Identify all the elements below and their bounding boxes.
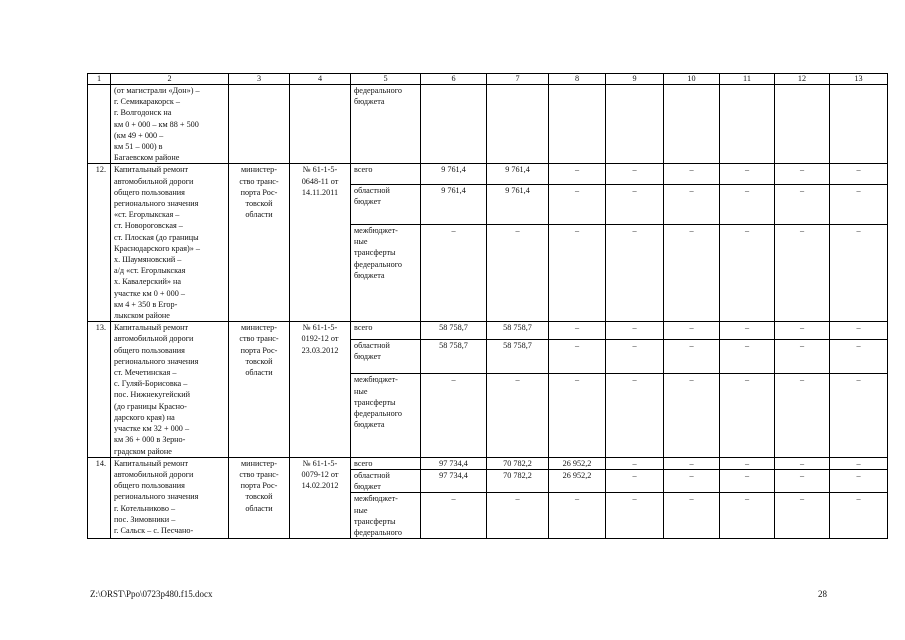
document-ref: № 61-1-5- 0648-11 от 14.11.2011 (290, 164, 351, 322)
value-13: – (830, 469, 888, 492)
cont-cell-9 (606, 85, 664, 164)
cont-cell-8 (549, 85, 606, 164)
value-9: – (606, 340, 664, 374)
col-num-4: 4 (290, 74, 351, 85)
value-13: – (830, 322, 888, 340)
customer: министер- ство транс- порта Рос- товской области (229, 457, 290, 538)
value-7: 58 758,7 (487, 340, 549, 374)
value-12: – (775, 469, 830, 492)
col-num-6: 6 (421, 74, 487, 85)
value-6: 97 734,4 (421, 469, 487, 492)
value-9: – (606, 374, 664, 457)
customer: министер- ство транс- порта Рос- товской области (229, 322, 290, 457)
value-7: 9 761,4 (487, 164, 549, 185)
value-11: – (720, 374, 775, 457)
cont-cell-12 (775, 85, 830, 164)
col-num-8: 8 (549, 74, 606, 85)
budget-table (87, 73, 888, 539)
value-9: – (606, 164, 664, 185)
value-12: – (775, 457, 830, 469)
value-11: – (720, 225, 775, 322)
customer: министер- ство транс- порта Рос- товской области (229, 164, 290, 322)
value-10: – (664, 469, 720, 492)
value-8: 26 952,2 (549, 469, 606, 492)
value-8: – (549, 493, 606, 539)
value-7: 58 758,7 (487, 322, 549, 340)
value-7: – (487, 374, 549, 457)
col-num-1: 1 (88, 74, 111, 85)
funding-source: всего (351, 322, 421, 340)
value-8: – (549, 185, 606, 225)
cont-object-cell: (от магистрали «Дон») – г. Семикаракорск – г. Волгодонск на км 0 + 000 – км 88 + 500 (км 49 + 000 – км 51 – 000) в Багаевском районе (111, 85, 229, 164)
document-ref: № 61-1-5- 0079-12 от 14.02.2012 (290, 457, 351, 538)
value-12: – (775, 493, 830, 539)
value-6: – (421, 225, 487, 322)
value-10: – (664, 374, 720, 457)
table-row (88, 457, 888, 469)
value-11: – (720, 322, 775, 340)
cont-num-cell (88, 85, 111, 164)
document-ref: № 61-1-5- 0192-12 от 23.03.2012 (290, 322, 351, 457)
value-10: – (664, 185, 720, 225)
cont-customer-cell (229, 85, 290, 164)
file-path: Z:\ORST\Ppo\0723p480.f15.docx (90, 589, 213, 599)
value-7: 70 782,2 (487, 469, 549, 492)
funding-source: областной бюджет (351, 469, 421, 492)
value-9: – (606, 225, 664, 322)
value-13: – (830, 185, 888, 225)
col-num-2: 2 (111, 74, 229, 85)
value-9: – (606, 493, 664, 539)
value-6: – (421, 493, 487, 539)
continuation-row (88, 85, 888, 164)
value-6: 9 761,4 (421, 164, 487, 185)
value-13: – (830, 340, 888, 374)
value-6: – (421, 374, 487, 457)
value-8: – (549, 374, 606, 457)
value-13: – (830, 374, 888, 457)
value-10: – (664, 457, 720, 469)
table-row (88, 322, 888, 340)
page-number: 28 (818, 589, 827, 599)
row-number: 14. (88, 457, 111, 538)
value-7: 70 782,2 (487, 457, 549, 469)
value-11: – (720, 185, 775, 225)
value-10: – (664, 340, 720, 374)
value-7: 9 761,4 (487, 185, 549, 225)
value-6: 9 761,4 (421, 185, 487, 225)
funding-source: всего (351, 457, 421, 469)
value-13: – (830, 164, 888, 185)
value-6: 58 758,7 (421, 322, 487, 340)
value-8: – (549, 322, 606, 340)
value-7: – (487, 225, 549, 322)
value-10: – (664, 322, 720, 340)
value-8: – (549, 225, 606, 322)
value-12: – (775, 225, 830, 322)
col-num-10: 10 (664, 74, 720, 85)
funding-source: межбюджет- ные трансферты федерального бюджета (351, 374, 421, 457)
value-13: – (830, 457, 888, 469)
value-6: 58 758,7 (421, 340, 487, 374)
cont-doc-cell (290, 85, 351, 164)
col-num-7: 7 (487, 74, 549, 85)
funding-source: всего (351, 164, 421, 185)
value-13: – (830, 493, 888, 539)
value-11: – (720, 164, 775, 185)
value-11: – (720, 469, 775, 492)
value-7: – (487, 493, 549, 539)
cont-cell-6 (421, 85, 487, 164)
funding-source: межбюджет- ные трансферты федерального бюджета (351, 225, 421, 322)
value-12: – (775, 374, 830, 457)
value-9: – (606, 457, 664, 469)
cont-cell-13 (830, 85, 888, 164)
value-12: – (775, 340, 830, 374)
object-name: Капитальный ремонт автомобильной дороги общего пользования регионального значения ст. Мечетинская – с. Гуляй-Борисовка – пос. Нижнекугейский (до границы Красно- дарского края) на участке км 32 + 000 – км 36 + 000 в Зерно- градском районе (111, 322, 229, 457)
value-9: – (606, 185, 664, 225)
cont-fund-cell: федерального бюджета (351, 85, 421, 164)
value-10: – (664, 164, 720, 185)
value-11: – (720, 340, 775, 374)
value-6: 97 734,4 (421, 457, 487, 469)
table-body (88, 74, 888, 539)
row-number: 12. (88, 164, 111, 322)
object-name: Капитальный ремонт автомобильной дороги общего пользования регионального значения г. Котельниково – пос. Зимовники – г. Сальск – с. Песчано- (111, 457, 229, 538)
cont-cell-10 (664, 85, 720, 164)
col-num-3: 3 (229, 74, 290, 85)
row-number: 13. (88, 322, 111, 457)
value-8: 26 952,2 (549, 457, 606, 469)
value-9: – (606, 469, 664, 492)
value-12: – (775, 164, 830, 185)
col-num-11: 11 (720, 74, 775, 85)
column-number-row (88, 74, 888, 85)
col-num-9: 9 (606, 74, 664, 85)
value-8: – (549, 164, 606, 185)
object-name: Капитальный ремонт автомобильной дороги общего пользования регионального значения «ст. Егорлыкская – ст. Новороговская – ст. Плоская (до границы Краснодарского края)» – х. Шаумяновский – а/д «ст. Егорлыкская х. Кавалерский» на участке км 0 + 000 – км 4 + 350 в Егор- лыкском районе (111, 164, 229, 322)
value-8: – (549, 340, 606, 374)
cont-cell-11 (720, 85, 775, 164)
cont-cell-7 (487, 85, 549, 164)
value-13: – (830, 225, 888, 322)
value-12: – (775, 185, 830, 225)
funding-source: областной бюджет (351, 340, 421, 374)
table-row (88, 164, 888, 185)
col-num-13: 13 (830, 74, 888, 85)
value-11: – (720, 457, 775, 469)
value-11: – (720, 493, 775, 539)
value-12: – (775, 322, 830, 340)
value-9: – (606, 322, 664, 340)
funding-source: межбюджет- ные трансферты федерального (351, 493, 421, 539)
col-num-5: 5 (351, 74, 421, 85)
col-num-12: 12 (775, 74, 830, 85)
value-10: – (664, 225, 720, 322)
value-10: – (664, 493, 720, 539)
funding-source: областной бюджет (351, 185, 421, 225)
